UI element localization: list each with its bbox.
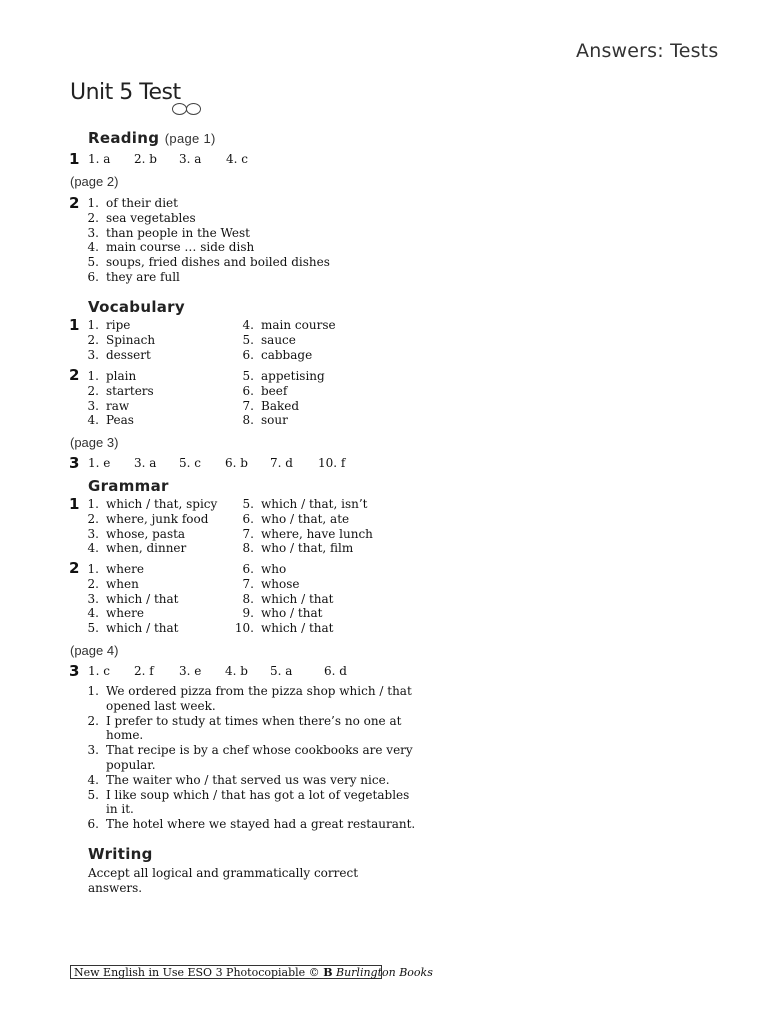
writing-line: answers. [88, 880, 143, 895]
item-number: 4. [87, 606, 99, 621]
item-number: 8. [242, 413, 254, 428]
publisher-logo: B [323, 966, 333, 979]
item-number: 10. [234, 621, 254, 636]
item-number: 8. [242, 541, 254, 556]
item-number: 1. [88, 456, 100, 470]
item-answer: dessert [106, 347, 151, 362]
item-answer: Spinach [106, 332, 156, 347]
item-number: 8. [242, 591, 254, 606]
item-answer: e [99, 456, 111, 470]
pair-work-icon [172, 103, 202, 115]
item-number: 3. [87, 398, 99, 413]
vocabulary-answer [318, 456, 345, 470]
sentence-continuation: home. [106, 728, 144, 743]
item-answer: b [145, 152, 157, 166]
item-answer: where, junk food [106, 511, 209, 526]
item-answer: appetising [261, 369, 325, 383]
section-title: Answers: Tests [576, 40, 719, 62]
exercise-number: 2 [69, 194, 80, 212]
sentence-text: I prefer to study at times when there’s no one at [106, 713, 402, 728]
item-answer: c [190, 456, 201, 470]
item-answer: main course … side dish [106, 240, 255, 255]
item-answer: a [99, 152, 111, 166]
item-number: 5. [179, 456, 191, 470]
item-answer: Peas [106, 413, 134, 428]
item-answer: than people in the West [106, 225, 250, 240]
exercise-number: 3 [69, 662, 80, 680]
writing-instruction [88, 866, 358, 896]
sentence-continuation: opened last week. [106, 698, 216, 713]
footer-copyright [70, 965, 433, 979]
vocabulary-answer [179, 456, 201, 470]
item-answer: ripe [106, 318, 131, 332]
item-number: 7. [242, 398, 254, 413]
item-answer: which / that [106, 591, 179, 606]
item-number: 4. [87, 413, 99, 428]
item-number: 6. [242, 511, 254, 526]
vocabulary-answer [225, 456, 248, 470]
item-answer: b [236, 664, 248, 678]
item-number: 6. [324, 664, 336, 678]
item-answer: a [190, 152, 202, 166]
sentence-text: The hotel where we stayed had a great restaurant. [106, 817, 416, 832]
item-answer: which / that, spicy [106, 497, 218, 511]
item-number: 7. [242, 526, 254, 541]
item-answer: who / that, ate [261, 511, 350, 526]
page-note: (page 2) [70, 174, 119, 189]
item-answer: which / that [261, 621, 334, 636]
item-number: 10. [318, 456, 338, 470]
item-answer: soups, fried dishes and boiled dishes [106, 255, 330, 270]
exercise-number: 1 [69, 495, 80, 513]
item-number: 4. [242, 318, 254, 332]
item-number: 6. [87, 817, 99, 832]
item-answer: of their diet [106, 196, 178, 210]
item-answer: where, have lunch [261, 526, 373, 541]
item-answer: d [335, 664, 347, 678]
item-number: 6. [242, 347, 254, 362]
grammar-answer [88, 664, 110, 678]
item-number: 4. [226, 152, 238, 166]
item-number: 6. [87, 270, 99, 284]
publisher-name: Burlington Books [336, 966, 433, 979]
exercise-number: 2 [69, 366, 80, 384]
grammar-heading: Grammar [88, 477, 169, 495]
item-number: 3. [179, 152, 191, 166]
grammar-answer [225, 664, 248, 678]
item-answer: who / that, film [261, 541, 354, 556]
sentence-continuation: popular. [106, 758, 156, 772]
item-answer: beef [261, 383, 288, 398]
sentence-text: We ordered pizza from the pizza shop which / that [106, 684, 412, 698]
item-number: 1. [88, 664, 100, 678]
sentence-text: I like soup which / that has got a lot of vegetables [106, 787, 410, 802]
reading-answer [179, 152, 201, 167]
writing-heading: Writing [88, 845, 153, 863]
item-number: 2. [87, 713, 99, 728]
grammar-answer [179, 664, 201, 678]
reading-answer [88, 152, 110, 167]
grammar-answer [324, 664, 347, 678]
exercise-number: 1 [69, 316, 80, 334]
item-number: 1. [87, 497, 99, 511]
reading-answer [226, 152, 248, 167]
item-answer: c [237, 152, 248, 166]
item-number: 6. [242, 383, 254, 398]
reading-heading [88, 129, 216, 147]
footer-text: New English in Use ESO 3 Photocopiable © [74, 966, 324, 979]
item-answer: main course [261, 318, 336, 332]
reading-heading-label: Reading [88, 129, 160, 147]
item-answer: when [106, 576, 139, 591]
exercise-number: 1 [69, 150, 80, 168]
item-answer: f [145, 664, 154, 678]
item-number: 2. [87, 332, 99, 347]
item-answer: which / that [106, 621, 179, 636]
item-answer: whose, pasta [106, 526, 186, 541]
sentence-text: That recipe is by a chef whose cookbooks are very [106, 743, 413, 758]
vocabulary-answer [134, 456, 156, 470]
item-answer: sour [261, 413, 288, 428]
grammar-answer [270, 664, 292, 678]
item-number: 5. [87, 621, 99, 636]
item-answer: who [261, 562, 287, 576]
item-answer: who / that [261, 606, 323, 621]
item-answer: when, dinner [106, 541, 187, 556]
item-number: 3. [134, 456, 146, 470]
item-answer: where [106, 562, 144, 576]
item-number: 2. [87, 210, 99, 225]
item-number: 4. [87, 240, 99, 255]
item-number: 1. [87, 684, 99, 698]
vocabulary-heading: Vocabulary [88, 298, 185, 316]
unit-title: Unit 5 Test [70, 80, 181, 105]
item-answer: which / that [261, 591, 334, 606]
item-number: 5. [242, 332, 254, 347]
item-answer: a [145, 456, 157, 470]
item-answer: b [236, 456, 248, 470]
item-number: 1. [87, 196, 99, 210]
item-number: 5. [87, 255, 99, 270]
item-number: 1. [87, 562, 99, 576]
item-answer: sauce [261, 332, 296, 347]
item-answer: raw [106, 398, 130, 413]
item-answer: f [337, 456, 346, 470]
exercise-number: 2 [69, 559, 80, 577]
item-answer: e [190, 664, 202, 678]
item-number: 2. [87, 576, 99, 591]
item-number: 4. [87, 772, 99, 787]
item-number: 4. [225, 664, 237, 678]
grammar-answer [134, 664, 154, 678]
item-answer: which / that, isn’t [261, 497, 368, 511]
page-note: (page 4) [70, 643, 119, 658]
item-number: 7. [242, 576, 254, 591]
page-note: (page 3) [70, 435, 119, 450]
item-answer: cabbage [261, 347, 313, 362]
item-number: 1. [87, 318, 99, 332]
item-number: 9. [242, 606, 254, 621]
reading-answer [134, 152, 157, 167]
item-number: 1. [88, 152, 100, 166]
item-number: 6. [242, 562, 254, 576]
item-number: 5. [87, 787, 99, 802]
item-number: 3. [87, 743, 99, 758]
item-number: 2. [87, 511, 99, 526]
item-number: 7. [270, 456, 282, 470]
item-answer: plain [106, 369, 137, 383]
item-number: 3. [87, 526, 99, 541]
item-answer: d [281, 456, 293, 470]
item-number: 5. [242, 497, 254, 511]
item-answer: where [106, 606, 144, 621]
item-number: 3. [87, 347, 99, 362]
item-number: 2. [87, 383, 99, 398]
item-number: 5. [242, 369, 254, 383]
item-number: 2. [134, 664, 146, 678]
item-number: 4. [87, 541, 99, 556]
item-number: 1. [87, 369, 99, 383]
reading-page-note: (page 1) [164, 131, 216, 146]
item-number: 3. [87, 591, 99, 606]
item-number: 5. [270, 664, 282, 678]
item-number: 3. [179, 664, 191, 678]
item-answer: c [99, 664, 110, 678]
item-answer: sea vegetables [106, 210, 196, 225]
item-answer: they are full [106, 270, 180, 284]
sentence-continuation: in it. [106, 802, 134, 817]
exercise-number: 3 [69, 454, 80, 472]
item-answer: whose [261, 576, 300, 591]
item-answer: starters [106, 383, 154, 398]
item-number: 3. [87, 225, 99, 240]
item-number: 2. [134, 152, 146, 166]
item-answer: Baked [261, 398, 300, 413]
sentence-text: The waiter who / that served us was very nice. [106, 772, 390, 787]
item-number: 6. [225, 456, 237, 470]
vocabulary-answer [88, 456, 110, 470]
vocabulary-answer [270, 456, 293, 470]
item-answer: a [281, 664, 293, 678]
writing-line: Accept all logical and grammatically correct [88, 866, 359, 880]
